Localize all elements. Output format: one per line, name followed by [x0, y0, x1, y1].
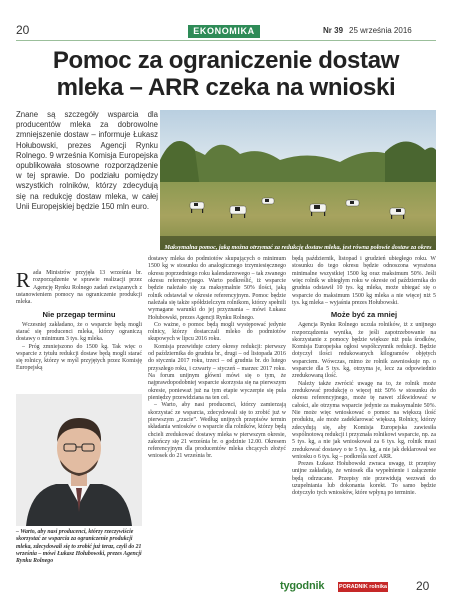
col3-paragraph: Prezes Łukasz Hołubowski zwraca uwagę, iż przepisy unijne zakładają, że wniosek dla wypełnienie i załączenie będą odrzucane. Przepisy nie przewidują wezwań do uzupełniania lub dokonania korekt. To samo będzie dotyczyło tych wniosków, które wpłyną po terminie.	[292, 461, 436, 497]
pasture-illustration	[160, 110, 436, 250]
article-column-1	[16, 270, 142, 373]
portrait-illustration	[16, 394, 142, 526]
title-line-2: mleka – ARR czeka na wnioski	[56, 74, 396, 101]
title-line-1: Pomoc za ograniczenie dostaw	[52, 47, 400, 74]
col3-paragraph: będą październik, listopad i grudzień ubiegłego roku. W stosunku do tego okresu będzie odnoszona wyrażona minimalne wszystkiej 1500 kg oraz maksimum 50%. Jeśli więc rolnik w ubiegłym roku w okresie od października do grudnia odstawił 10 tys. kg mleka, może ubiegać się o wsparcie do maksimum 1500 kg mleka a nie więcej niż 5 tys. kg mleka – wyjaśnia prezes Hołubowski.	[292, 256, 436, 306]
issue-number: Nr 39	[323, 26, 344, 35]
issue-info	[323, 26, 412, 35]
col1-paragraph: – Próg zmniejszono do 1500 kg. Tak więc o wsparcie z tytułu redukcji dostaw będą mogli starać się rolnicy, którzy w myśl przyjętych przez Komisję Europejską	[16, 343, 142, 372]
drop-cap: R	[16, 268, 31, 292]
col3-paragraph: Agencja Rynku Rolnego uczula rolników, iż z unijnego rozporządzenia wynika, że jeśli zapotrzebowanie na skorzystanie z pomocy będzie większe niż pula środków, Komisja Europejska ogłosi współczynnik redukcji. Będzie dotyczył ilości redukowanych kilogramów objętych wsparciem. Wówczas, mimo że rolnik zawnioskuje np. o wsparcie dla 5 tys. kg, otrzyma je, lecz za odpowiednio zredukowaną ilość.	[292, 322, 436, 380]
page-number: 20	[16, 23, 30, 37]
subheading-less: Może być za mniej	[330, 310, 398, 320]
col2-paragraph: Komisja przewiduje cztery okresy redukcji: pierwszy od października do grudnia br., drugi – od listopada 2016 do stycznia 2017 roku, trzeci – od grudnia br. do lutego przyszłego roku, i czwarty – styczeń – marzec 2017 roku. Na forum unijnym główni mówi się o tym, że najprawdopodobniej wsparcie skorzysta się na pierwszym okresie, ponieważ już na tym etapie wyczerpie się pula pieniędzy przewidziana na ten cel.	[148, 343, 286, 401]
brand-badge: PORADNIK rolnika	[339, 584, 387, 590]
article-column-2	[148, 256, 286, 461]
issue-date: 25 września 2016	[349, 26, 412, 35]
portrait-caption: – Warto, aby nasi producenci, którzy rzeczywiście skorzystać ze wsparcia za ograniczenie produkcji mleka, zdecydowali się to zrobić już teraz, czyli do 21 września – mówi Łukasz Hołubowski, prezes Agencji Rynku Rolnego	[16, 529, 142, 565]
page-header	[16, 25, 436, 39]
col2-paragraph: – Warto, aby nasi producenci, którzy zamierzają skorzystać ze wsparcia, zdecydowali się to zrobić już w pierwszym „rzucie”. Według unijnych przepisów termin składania wniosków o wsparcie dla rolników, którzy będą chcieli zredukować dostawy mleka w pierwszym okresie, zakończy się 21 września br. o godzinie 12.00. Okresem referencyjnym dla producentów mleka chcących złożyć wniosek do 21 września br.	[148, 402, 286, 460]
article-lead: Znane są szczegóły wsparcia dla producentów mleka za dobrowolne zmniejszenie dostaw – informuje Łukasz Hołubowski, prezes Agencji Rynku Rolnego. 9 września Komisja Europejska opublikowała stosowne rozporządzenie w tej sprawie. Do podziału pomiędzy wszystkich rolników, którzy zdecydują się na redukcję dostaw mleka, w całej Unii Europejskiej będzie 150 mln euro.	[16, 110, 158, 211]
subheading-deadline: Nie przegap terminu	[42, 309, 116, 319]
col1-paragraph: Wczesniej zakładano, że o wsparcie będą mogli starać się producenci mleka, którzy ograniczą dostawy o minimum 3 tys. kg mleka.	[16, 321, 142, 343]
col2-paragraph: Co ważne, o pomoc będą mogli występować jedynie rolnicy, którzy dostarczali mleko do podmiotów skupowych w lipcu 2016 roku.	[148, 321, 286, 343]
col3-paragraph: Należy także zwrócić uwagę na to, że rolnik może zredukować produkcję o więcej niż 50% w stosunku do okresu referencyjnego, może tę nawet zlikwidować w całości, ale otrzyma wsparcie jedynie za maksymalnie 50%. Nie może więc wnioskować o pomoc na większą ilość produktu, ale może zadeklarować większą. Rolnicy, którzy zdecydują się, aby Komisja Europejska zawiesiła wspólnotową redukcji i przyznała rolnikowi wsparcie, np. za 5 tys. kg, a nie jak wnioskował za 6 tys. kg, rolnik musi zredukować dostawy o te 5 tys. kg, a nie jak deklarował we wniosku o 6 tys. kg – podkreśla szef ARR.	[292, 380, 436, 460]
article-title	[16, 47, 436, 101]
brand-logo: tygodnik	[280, 580, 325, 592]
cows-pasture-photo	[160, 110, 436, 250]
photo-caption: Maksymalna pomoc, jaką można otrzymać za redukcję dostaw mleka, jest równa połowie dostaw za okres od października do grudnia ubiegłego roku	[164, 244, 432, 259]
article-column-3	[292, 256, 436, 498]
col2-paragraph: dostawy mleka do podmiotów skupujących o minimum 1500 kg w stosunku do analogicznego trzymiesięcznego okresu poprzedniego roku kalendarzowego – tak zwanego okresu referencyjnego. Warto podkreślić, iż wsparcie będzie należało się za maksymalnie 50% ilości, jaką rolnik odstawiał w okresie referencyjnym. Pomoc będzie należała się także spółdzielczym rolnikom, którzy spełnili wymagane warunki do jej przyznania – mówi Łukasz Hołubowski, prezes Agencji Rynku Rolnego.	[148, 256, 286, 321]
footer-page-number: 20	[416, 579, 430, 593]
col1-intro: ada Ministrów przyjęła 13 września br. rozporządzenie w sprawie realizacji przez Agencję Rynku Rolnego zadań związanych z ustanowieniem pomocy na ograniczenie produkcji mleka.	[16, 270, 142, 306]
section-label: EKONOMIKA	[188, 25, 260, 38]
portrait-photo	[16, 394, 142, 526]
header-rule	[16, 40, 436, 41]
